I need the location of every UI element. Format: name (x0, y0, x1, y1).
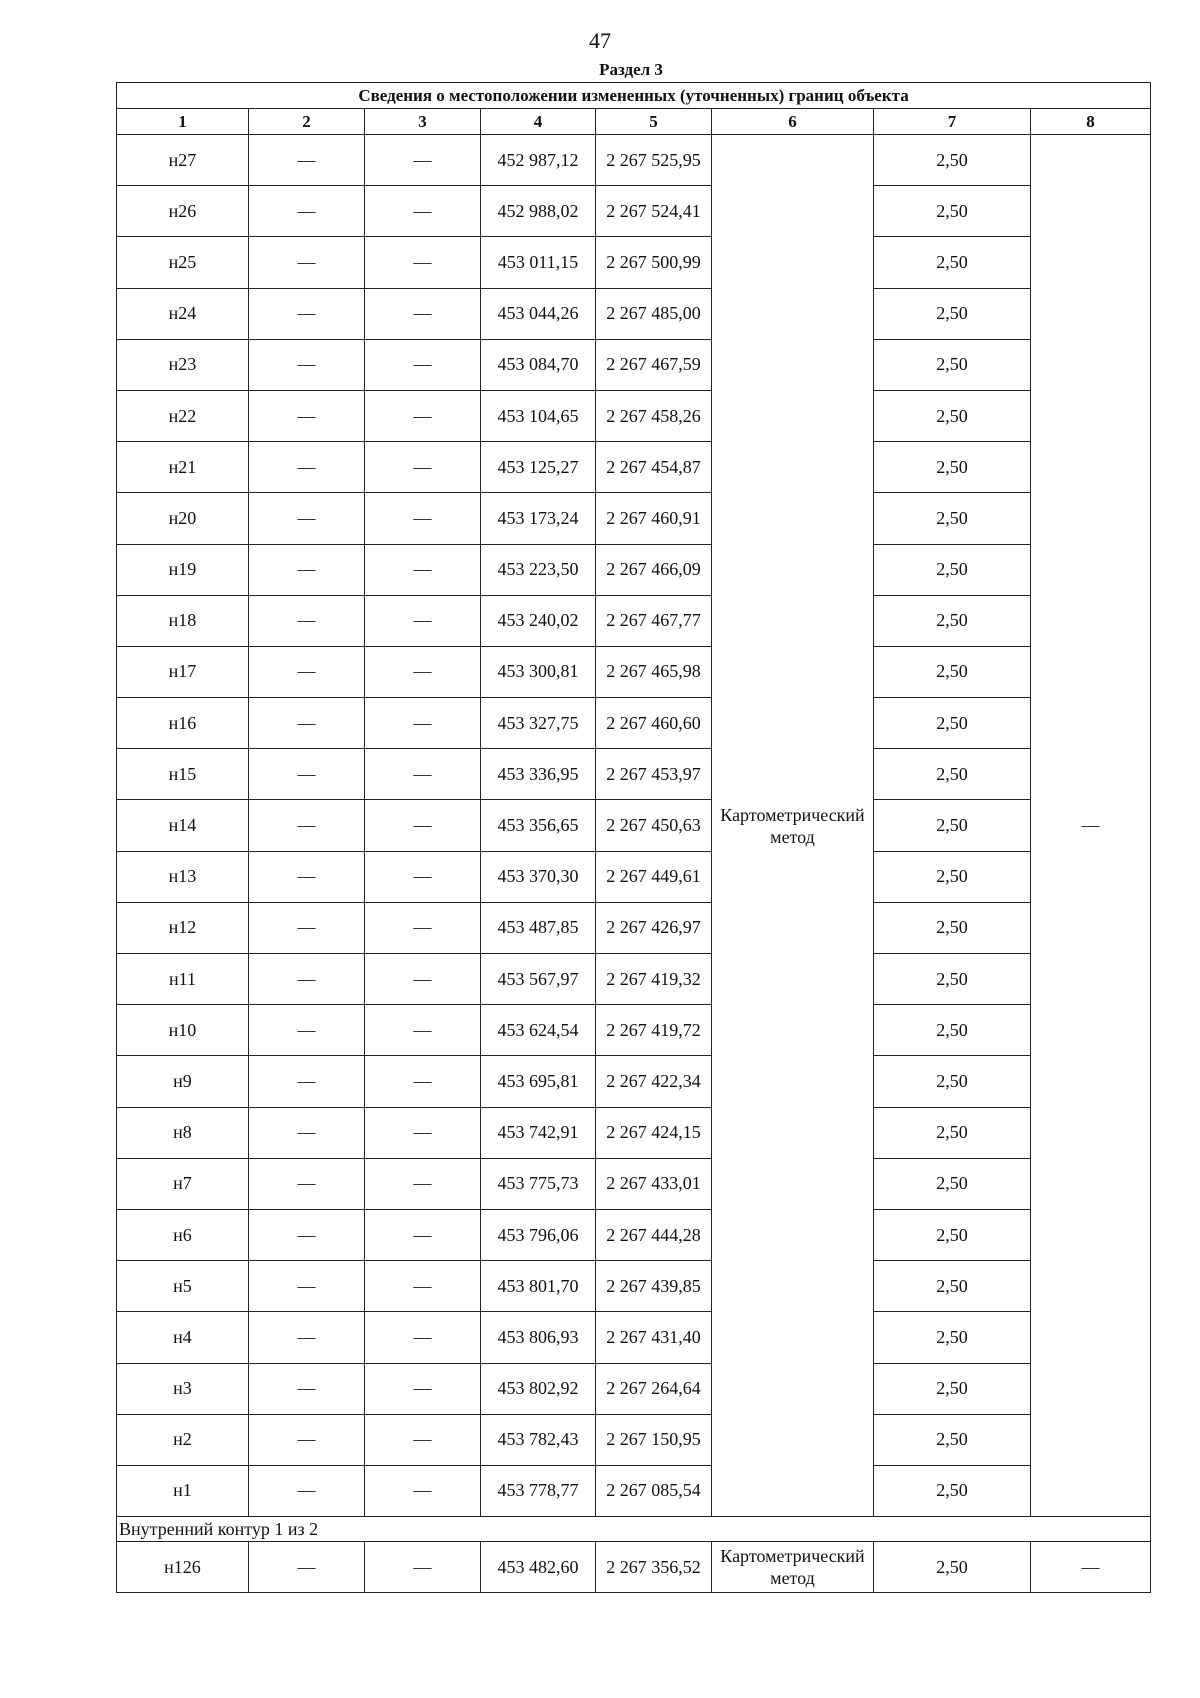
accuracy-value: 2,50 (874, 544, 1031, 595)
method-cell: Картометрический метод (712, 135, 874, 1517)
cell-col2: — (249, 1312, 365, 1363)
table-row (117, 1107, 1151, 1158)
accuracy-value: 2,50 (874, 1107, 1031, 1158)
cell-col2: — (249, 646, 365, 697)
cell-col2: — (249, 902, 365, 953)
cell-col3: — (365, 1209, 481, 1260)
table-row (117, 1261, 1151, 1312)
method-cell: Картометрический метод (712, 1542, 874, 1593)
accuracy-value: 2,50 (874, 135, 1031, 186)
coord-y: 2 267 356,52 (596, 1542, 712, 1593)
coord-y: 2 267 524,41 (596, 186, 712, 237)
cell-col2: — (249, 698, 365, 749)
table-row (117, 1414, 1151, 1465)
table-row (117, 954, 1151, 1005)
table-row (117, 698, 1151, 749)
cell-col2: — (249, 954, 365, 1005)
coord-y: 2 267 458,26 (596, 390, 712, 441)
accuracy-value: 2,50 (874, 851, 1031, 902)
accuracy-value: 2,50 (874, 390, 1031, 441)
coord-x: 453 801,70 (481, 1261, 596, 1312)
accuracy-value: 2,50 (874, 1363, 1031, 1414)
coord-x: 453 567,97 (481, 954, 596, 1005)
table-row (117, 135, 1151, 186)
coord-y: 2 267 439,85 (596, 1261, 712, 1312)
coord-x: 453 487,85 (481, 902, 596, 953)
coord-y: 2 267 460,60 (596, 698, 712, 749)
coord-y: 2 267 449,61 (596, 851, 712, 902)
cell-col3: — (365, 1414, 481, 1465)
table-row (117, 390, 1151, 441)
cell-col3: — (365, 1261, 481, 1312)
point-id: н4 (117, 1312, 249, 1363)
column-header: 4 (481, 109, 596, 135)
cell-col3: — (365, 237, 481, 288)
cell-col3: — (365, 1363, 481, 1414)
section-title: Раздел 3 (599, 60, 663, 79)
cell-col2: — (249, 493, 365, 544)
column-header: 5 (596, 109, 712, 135)
coord-x: 453 044,26 (481, 288, 596, 339)
table-row (117, 851, 1151, 902)
point-id: н10 (117, 1005, 249, 1056)
coord-y: 2 267 466,09 (596, 544, 712, 595)
point-id: н12 (117, 902, 249, 953)
accuracy-value: 2,50 (874, 493, 1031, 544)
coord-y: 2 267 525,95 (596, 135, 712, 186)
accuracy-value: 2,50 (874, 1056, 1031, 1107)
point-id: н20 (117, 493, 249, 544)
coord-x: 453 778,77 (481, 1465, 596, 1516)
point-id: н18 (117, 595, 249, 646)
cell-col2: — (249, 1158, 365, 1209)
coord-x: 453 173,24 (481, 493, 596, 544)
accuracy-value: 2,50 (874, 698, 1031, 749)
coord-y: 2 267 426,97 (596, 902, 712, 953)
cell-col3: — (365, 902, 481, 953)
cell-col3: — (365, 800, 481, 851)
point-id: н23 (117, 339, 249, 390)
column-header: 2 (249, 109, 365, 135)
coord-x: 453 796,06 (481, 1209, 596, 1260)
cell-col2: — (249, 339, 365, 390)
coord-x: 453 104,65 (481, 390, 596, 441)
boundary-table (116, 82, 1151, 1593)
point-id: н8 (117, 1107, 249, 1158)
accuracy-value: 2,50 (874, 1414, 1031, 1465)
cell-col3: — (365, 135, 481, 186)
point-id: н14 (117, 800, 249, 851)
accuracy-value: 2,50 (874, 1005, 1031, 1056)
cell-col3: — (365, 339, 481, 390)
accuracy-value: 2,50 (874, 595, 1031, 646)
cell-col2: — (249, 800, 365, 851)
point-id: н16 (117, 698, 249, 749)
cell-col3: — (365, 493, 481, 544)
cell-col3: — (365, 1465, 481, 1516)
table-row (117, 1542, 1151, 1593)
table-row (117, 544, 1151, 595)
point-id: н21 (117, 442, 249, 493)
table-row (117, 1312, 1151, 1363)
accuracy-value: 2,50 (874, 902, 1031, 953)
cell-col2: — (249, 595, 365, 646)
subsection-label: Внутренний контур 1 из 2 (117, 1517, 1151, 1542)
cell-col2: — (249, 1414, 365, 1465)
column-header: 7 (874, 109, 1031, 135)
table-row (117, 186, 1151, 237)
accuracy-value: 2,50 (874, 1209, 1031, 1260)
coord-y: 2 267 422,34 (596, 1056, 712, 1107)
coord-x: 453 370,30 (481, 851, 596, 902)
column-header: 8 (1031, 109, 1151, 135)
point-id: н3 (117, 1363, 249, 1414)
point-id: н2 (117, 1414, 249, 1465)
table-row (117, 1005, 1151, 1056)
table-row (117, 237, 1151, 288)
table-row (117, 493, 1151, 544)
point-id: н126 (117, 1542, 249, 1593)
cell-col3: — (365, 851, 481, 902)
cell-col3: — (365, 954, 481, 1005)
coord-y: 2 267 264,64 (596, 1363, 712, 1414)
point-id: н1 (117, 1465, 249, 1516)
coord-x: 453 356,65 (481, 800, 596, 851)
table-row (117, 800, 1151, 851)
cell-col3: — (365, 1005, 481, 1056)
coord-x: 453 327,75 (481, 698, 596, 749)
cell-col2: — (249, 186, 365, 237)
coord-y: 2 267 467,59 (596, 339, 712, 390)
table-row (117, 749, 1151, 800)
cell-col2: — (249, 1542, 365, 1593)
coord-y: 2 267 444,28 (596, 1209, 712, 1260)
table-row (117, 1056, 1151, 1107)
cell-col2: — (249, 1261, 365, 1312)
coord-y: 2 267 419,72 (596, 1005, 712, 1056)
cell-col3: — (365, 1107, 481, 1158)
cell-col3: — (365, 288, 481, 339)
cell-col2: — (249, 1056, 365, 1107)
point-id: н24 (117, 288, 249, 339)
coord-x: 453 011,15 (481, 237, 596, 288)
coord-x: 453 125,27 (481, 442, 596, 493)
cell-col2: — (249, 135, 365, 186)
table-row (117, 1158, 1151, 1209)
coord-y: 2 267 500,99 (596, 237, 712, 288)
page-number: 47 (589, 28, 611, 53)
table-row (117, 1465, 1151, 1516)
accuracy-value: 2,50 (874, 1158, 1031, 1209)
accuracy-value: 2,50 (874, 1261, 1031, 1312)
coord-y: 2 267 450,63 (596, 800, 712, 851)
point-id: н5 (117, 1261, 249, 1312)
accuracy-value: 2,50 (874, 186, 1031, 237)
coord-x: 453 802,92 (481, 1363, 596, 1414)
coord-y: 2 267 454,87 (596, 442, 712, 493)
table-row (117, 339, 1151, 390)
accuracy-value: 2,50 (874, 749, 1031, 800)
cell-col2: — (249, 237, 365, 288)
coord-x: 453 782,43 (481, 1414, 596, 1465)
coord-y: 2 267 485,00 (596, 288, 712, 339)
cell-col2: — (249, 390, 365, 441)
column-header: 1 (117, 109, 249, 135)
cell-col3: — (365, 442, 481, 493)
coord-x: 453 223,50 (481, 544, 596, 595)
point-id: н6 (117, 1209, 249, 1260)
table-row (117, 902, 1151, 953)
accuracy-value: 2,50 (874, 1312, 1031, 1363)
cell-col3: — (365, 1542, 481, 1593)
coord-x: 453 240,02 (481, 595, 596, 646)
accuracy-value: 2,50 (874, 954, 1031, 1005)
coord-x: 453 695,81 (481, 1056, 596, 1107)
cell-col3: — (365, 1158, 481, 1209)
coord-x: 453 806,93 (481, 1312, 596, 1363)
coord-x: 453 336,95 (481, 749, 596, 800)
accuracy-value: 2,50 (874, 646, 1031, 697)
table-row (117, 646, 1151, 697)
coord-x: 453 775,73 (481, 1158, 596, 1209)
column-header: 3 (365, 109, 481, 135)
cell-col2: — (249, 1209, 365, 1260)
cell-col3: — (365, 646, 481, 697)
cell-col2: — (249, 1107, 365, 1158)
coord-x: 453 624,54 (481, 1005, 596, 1056)
point-id: н15 (117, 749, 249, 800)
accuracy-value: 2,50 (874, 442, 1031, 493)
point-id: н25 (117, 237, 249, 288)
coord-y: 2 267 424,15 (596, 1107, 712, 1158)
coord-y: 2 267 460,91 (596, 493, 712, 544)
cell-col3: — (365, 390, 481, 441)
cell-col2: — (249, 851, 365, 902)
coord-x: 452 988,02 (481, 186, 596, 237)
table-row (117, 442, 1151, 493)
coord-y: 2 267 433,01 (596, 1158, 712, 1209)
coord-x: 453 742,91 (481, 1107, 596, 1158)
point-id: н11 (117, 954, 249, 1005)
cell-col3: — (365, 544, 481, 595)
coord-x: 452 987,12 (481, 135, 596, 186)
point-id: н26 (117, 186, 249, 237)
accuracy-value: 2,50 (874, 1465, 1031, 1516)
coord-x: 453 300,81 (481, 646, 596, 697)
accuracy-value: 2,50 (874, 339, 1031, 390)
coord-y: 2 267 431,40 (596, 1312, 712, 1363)
cell-col3: — (365, 186, 481, 237)
cell-col8: — (1031, 135, 1151, 1517)
accuracy-value: 2,50 (874, 237, 1031, 288)
coord-y: 2 267 453,97 (596, 749, 712, 800)
cell-col2: — (249, 1363, 365, 1414)
point-id: н7 (117, 1158, 249, 1209)
table-row (117, 1363, 1151, 1414)
point-id: н22 (117, 390, 249, 441)
cell-col2: — (249, 1005, 365, 1056)
column-header: 6 (712, 109, 874, 135)
cell-col3: — (365, 749, 481, 800)
cell-col8: — (1031, 1542, 1151, 1593)
cell-col2: — (249, 544, 365, 595)
accuracy-value: 2,50 (874, 288, 1031, 339)
coord-y: 2 267 419,32 (596, 954, 712, 1005)
point-id: н17 (117, 646, 249, 697)
point-id: н19 (117, 544, 249, 595)
cell-col3: — (365, 1056, 481, 1107)
coord-y: 2 267 150,95 (596, 1414, 712, 1465)
accuracy-value: 2,50 (874, 1542, 1031, 1593)
cell-col2: — (249, 288, 365, 339)
table-caption: Сведения о местоположении измененных (уточненных) границ объекта (117, 83, 1151, 109)
accuracy-value: 2,50 (874, 800, 1031, 851)
point-id: н9 (117, 1056, 249, 1107)
cell-col2: — (249, 749, 365, 800)
cell-col3: — (365, 595, 481, 646)
cell-col2: — (249, 442, 365, 493)
table-row (117, 288, 1151, 339)
coord-y: 2 267 465,98 (596, 646, 712, 697)
coord-x: 453 482,60 (481, 1542, 596, 1593)
coord-x: 453 084,70 (481, 339, 596, 390)
cell-col3: — (365, 698, 481, 749)
coord-y: 2 267 467,77 (596, 595, 712, 646)
coord-y: 2 267 085,54 (596, 1465, 712, 1516)
table-row (117, 595, 1151, 646)
point-id: н13 (117, 851, 249, 902)
point-id: н27 (117, 135, 249, 186)
cell-col2: — (249, 1465, 365, 1516)
cell-col3: — (365, 1312, 481, 1363)
table-row (117, 1209, 1151, 1260)
